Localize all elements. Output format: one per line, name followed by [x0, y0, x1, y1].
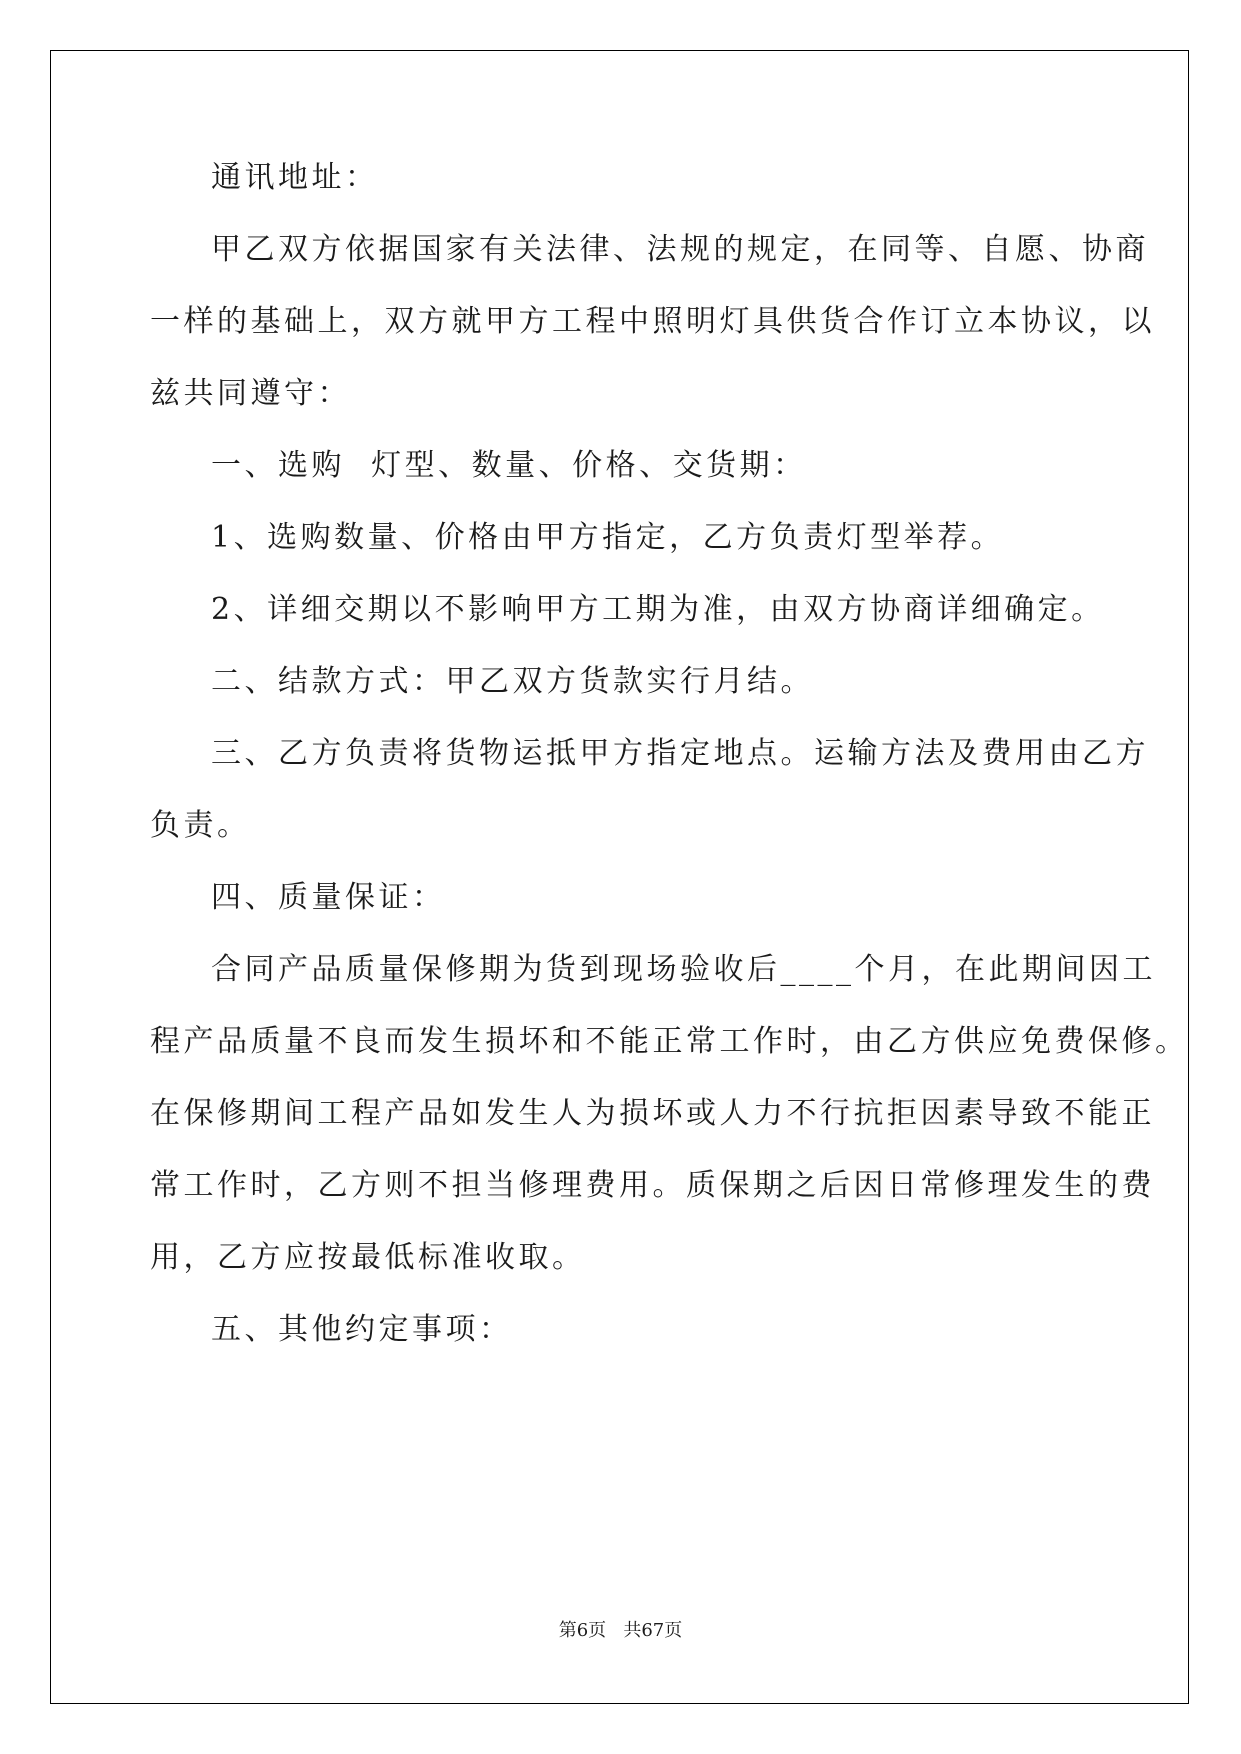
list-item: 1、选购数量、价格由甲方指定，乙方负责灯型举荐。	[211, 520, 1005, 555]
paragraph-line: 一样的基础上，双方就甲方工程中照明灯具供货合作订立本协议，以	[150, 304, 1155, 339]
page-border	[50, 50, 1189, 1704]
list-item: 2、详细交期以不影响甲方工期为准，由双方协商详细确定。	[211, 592, 1105, 627]
paragraph-line: 负责。	[150, 808, 251, 843]
paragraph-line: 兹共同遵守：	[150, 376, 351, 411]
paragraph-line: 在保修期间工程产品如发生人为损坏或人力不行抗拒因素导致不能正	[150, 1096, 1155, 1131]
section-heading: 二、结款方式：甲乙双方货款实行月结。	[211, 664, 814, 699]
section-heading: 三、乙方负责将货物运抵甲方指定地点。运输方法及费用由乙方	[211, 736, 1149, 771]
page-number: 第6页 共67页	[558, 1620, 683, 1641]
paragraph-line: 合同产品质量保修期为货到现场验收后____个月，在此期间因工	[211, 952, 1156, 987]
paragraph-line: 甲乙双方依据国家有关法律、法规的规定，在同等、自愿、协商	[211, 232, 1149, 267]
section-heading: 五、其他约定事项：	[211, 1312, 513, 1347]
section-heading: 四、质量保证：	[211, 880, 446, 915]
paragraph-line: 程产品质量不良而发生损坏和不能正常工作时，由乙方供应免费保修。	[150, 1024, 1189, 1059]
section-heading: 一、选购 灯型、数量、价格、交货期：	[211, 448, 807, 483]
paragraph-line: 常工作时，乙方则不担当修理费用。质保期之后因日常修理发生的费	[150, 1168, 1155, 1203]
address-line: 通讯地址：	[211, 160, 379, 195]
paragraph-line: 用，乙方应按最低标准收取。	[150, 1240, 586, 1275]
